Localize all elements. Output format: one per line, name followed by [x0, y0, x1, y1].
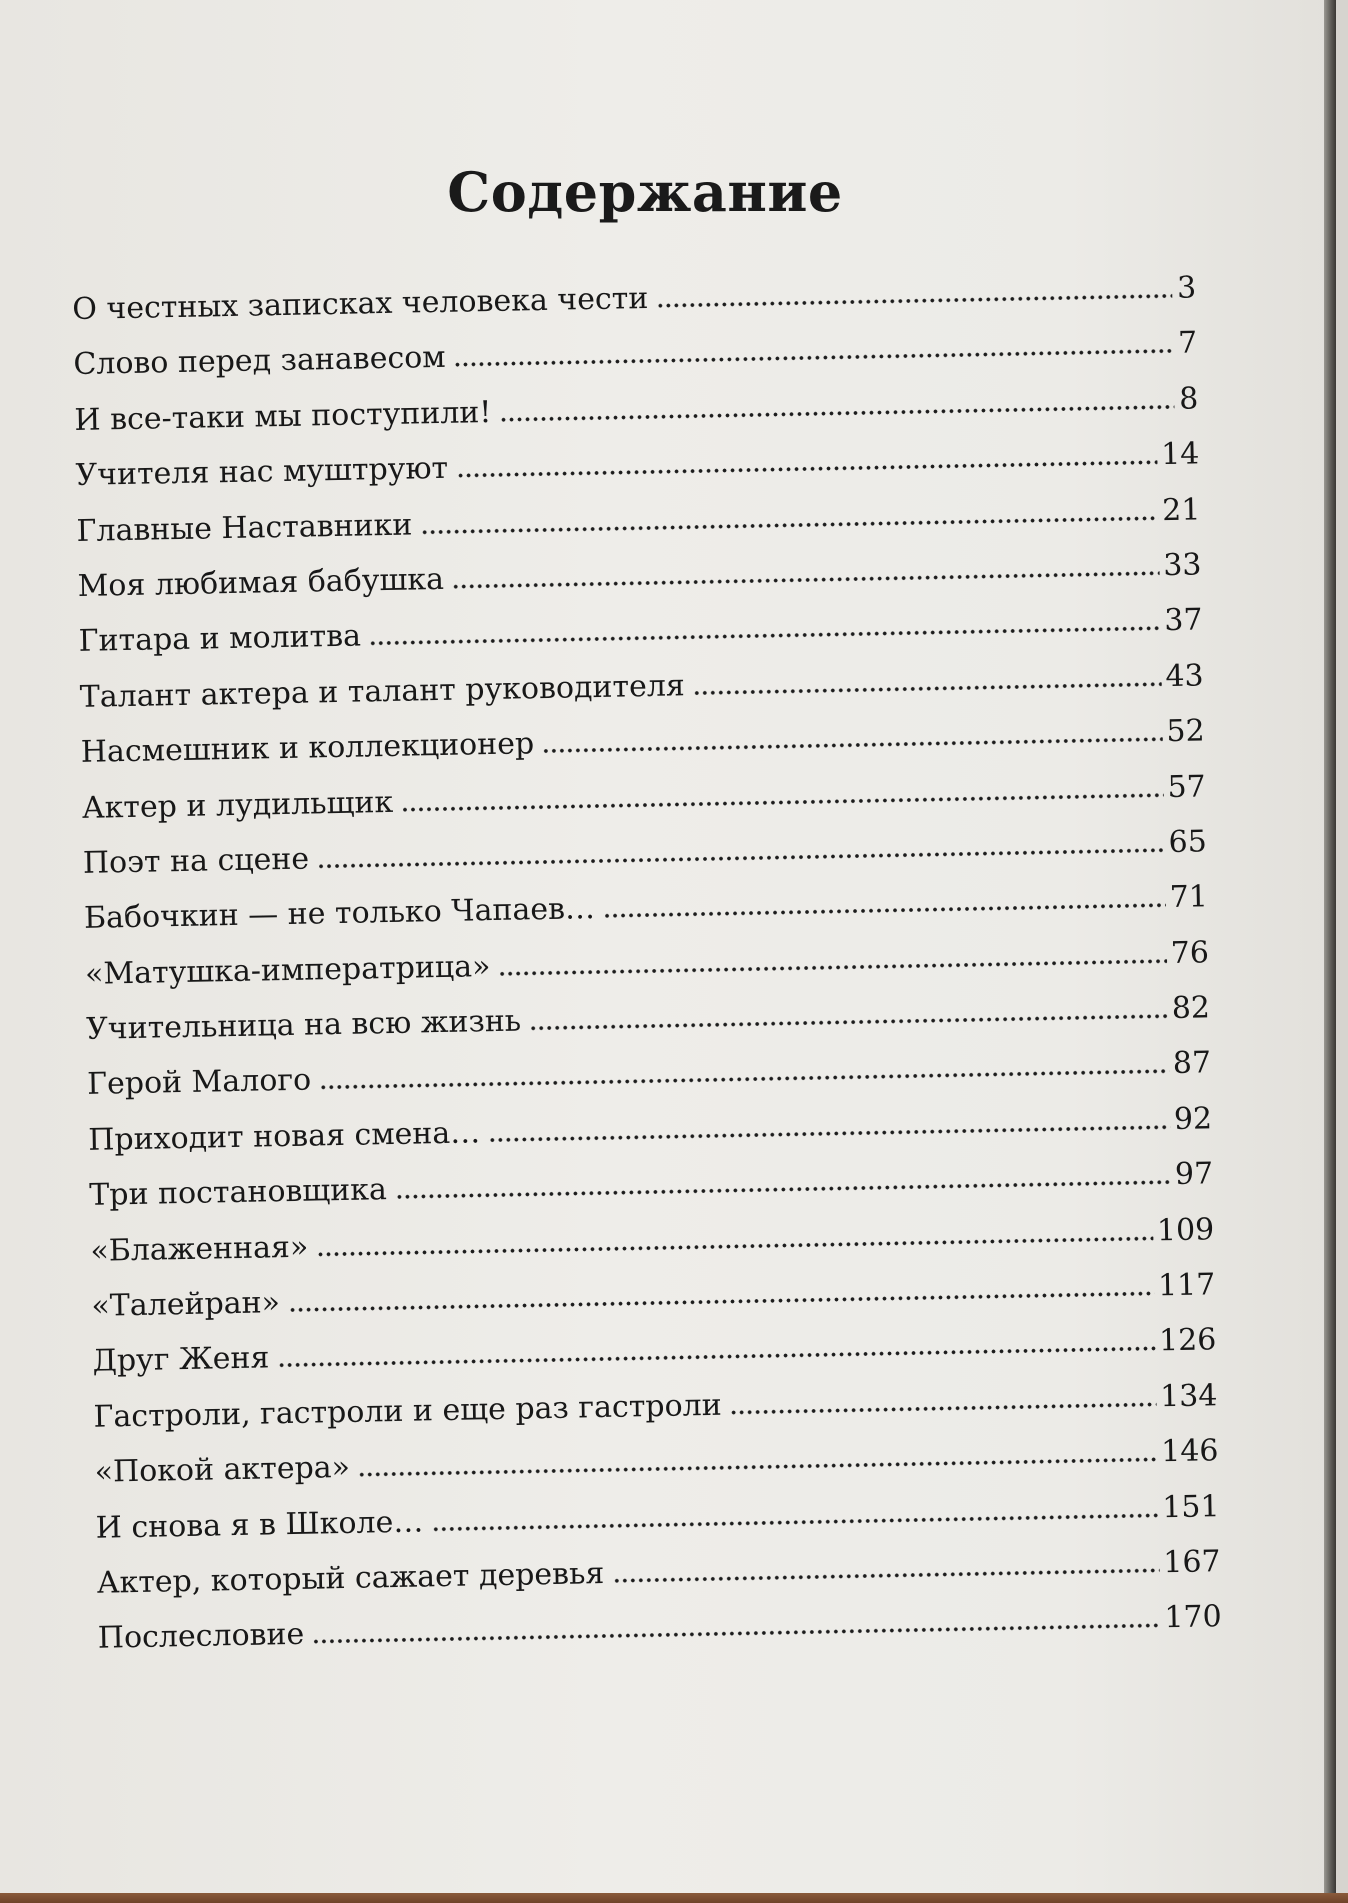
dot-leader: [499, 959, 1167, 976]
toc-entry-title: «Покой актера»: [94, 1450, 351, 1490]
toc-entry-page: 76: [1170, 934, 1210, 971]
toc-entry-title: «Матушка-императрица»: [84, 948, 491, 992]
page-title: Содержание: [447, 160, 843, 224]
toc-entry-title: И снова я в Школе…: [95, 1504, 424, 1546]
toc-entry-title: «Блаженная»: [90, 1229, 309, 1269]
toc-entry-page: 167: [1162, 1544, 1221, 1581]
toc-entry-title: Актер и лудильщик: [81, 784, 394, 826]
toc-entry-page: 134: [1159, 1378, 1218, 1415]
toc-entry-page: 37: [1163, 602, 1203, 639]
toc-entry-title: Поэт на сцене: [82, 841, 310, 881]
toc-entry-page: 71: [1169, 879, 1209, 916]
toc-entry-title: Три постановщика: [89, 1172, 388, 1214]
dot-leader: [499, 405, 1174, 422]
toc-entry-page: 87: [1172, 1045, 1212, 1082]
dot-leader: [456, 460, 1157, 477]
toc-entry-title: Гастроли, гастроли и еще раз гастроли: [93, 1387, 722, 1435]
dot-leader: [278, 1347, 1156, 1368]
toc-entry-page: 146: [1160, 1433, 1219, 1470]
dot-leader: [612, 1568, 1159, 1583]
toc-entry-page: 109: [1156, 1211, 1215, 1248]
toc-entry-title: Послесловие: [97, 1617, 305, 1657]
toc-entry-title: Бабочкин — не только Чапаев…: [83, 891, 596, 937]
dot-leader: [542, 737, 1162, 753]
toc-entry-page: 8: [1178, 381, 1199, 417]
dot-leader: [603, 903, 1166, 918]
dot-leader: [316, 1236, 1153, 1256]
dot-leader: [288, 1291, 1154, 1312]
dot-leader: [395, 1180, 1171, 1199]
dot-leader: [529, 1014, 1168, 1030]
dot-leader: [317, 848, 1165, 868]
toc-entry-title: «Талейран»: [91, 1285, 281, 1324]
toc-entry-title: И все-таки мы поступили!: [74, 394, 492, 438]
toc-entry-page: 14: [1160, 436, 1200, 473]
toc-entry-page: 92: [1173, 1101, 1213, 1137]
toc-entry-page: 7: [1177, 325, 1198, 362]
dot-leader: [693, 682, 1162, 695]
toc-entry-page: 117: [1157, 1267, 1216, 1304]
toc-entry-page: 170: [1164, 1599, 1222, 1636]
toc-entry-title: Актер, который сажает деревья: [96, 1556, 605, 1601]
toc-entry-page: 97: [1174, 1156, 1214, 1193]
toc-entry-title: Талант актера и талант руководителя: [79, 668, 686, 715]
dot-leader: [358, 1458, 1157, 1477]
toc-entry-page: 33: [1162, 547, 1202, 584]
toc-entry-title: О честных записках человека чести: [72, 280, 649, 327]
dot-leader: [420, 516, 1158, 534]
toc-entry-page: 65: [1168, 824, 1208, 860]
dot-leader: [401, 793, 1163, 812]
toc-entry-page: 21: [1161, 491, 1201, 528]
dot-leader: [319, 1070, 1169, 1090]
toc-entry-title: Моя любимая бабушка: [77, 561, 445, 604]
toc-entry-page: 3: [1176, 270, 1197, 306]
toc-entry-page: 82: [1171, 990, 1211, 1027]
dot-leader: [431, 1513, 1158, 1531]
dot-leader: [312, 1624, 1160, 1644]
dot-leader: [454, 349, 1174, 367]
toc-entry-title: Герой Малого: [86, 1063, 312, 1103]
toc-entry-title: Приходит новая смена…: [87, 1115, 481, 1158]
toc-entry-page: 43: [1165, 658, 1204, 694]
dot-leader: [452, 571, 1159, 589]
cover-edge: [0, 1893, 1348, 1903]
toc-entry-title: Учительница на всю жизнь: [85, 1003, 522, 1047]
toc-entry-page: 126: [1158, 1322, 1217, 1359]
toc-entry-title: Гитара и молитва: [78, 618, 362, 660]
table-of-contents: [72, 270, 1222, 1676]
toc-entry-title: Насмешник и коллекционер: [80, 726, 535, 771]
dot-leader: [656, 294, 1172, 308]
toc-entry-title: Слово перед занавесом: [73, 340, 446, 383]
toc-entry-title: Друг Женя: [92, 1340, 270, 1380]
dot-leader: [730, 1402, 1157, 1414]
page-edge: [1324, 0, 1336, 1903]
dot-leader: [369, 627, 1160, 646]
toc-entry-page: 57: [1167, 768, 1207, 805]
dot-leader: [488, 1125, 1170, 1142]
toc-entry-title: Учителя нас муштруют: [75, 450, 449, 494]
toc-entry-page: 52: [1166, 713, 1205, 750]
toc-entry-page: 151: [1161, 1488, 1220, 1525]
toc-entry-title: Главные Наставники: [76, 507, 413, 549]
